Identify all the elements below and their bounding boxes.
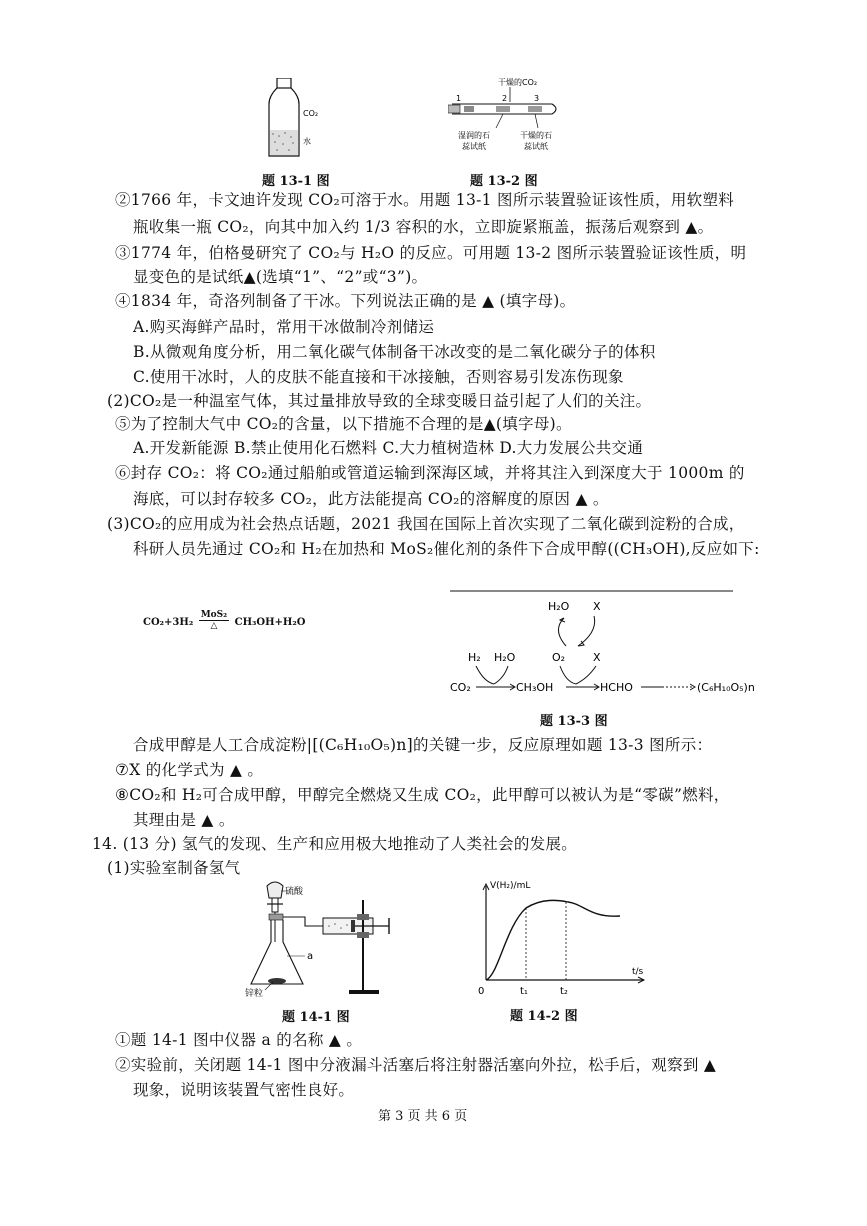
- fig14-2-xlabel: t/s: [632, 967, 644, 977]
- q13-2a: ②1766 年，卡文迪许发现 CO₂可溶于水。用题 13-1 图所示装置验证该性质，用软塑料: [115, 191, 735, 209]
- fig13-3-x-top: X: [593, 600, 601, 613]
- fig13-2-n2: 2: [502, 94, 508, 103]
- fig13-3-co2: CO₂: [450, 681, 471, 694]
- fig13-2-top-label: 干燥的CO₂: [498, 78, 538, 87]
- fig13-3-starch: (C₆H₁₀O₅)n: [697, 681, 755, 694]
- reaction-equation: [143, 612, 305, 633]
- q14-2b: 现象，说明该装置气密性良好。: [133, 1081, 355, 1099]
- q13-part3b: 科研人员先通过 CO₂和 H₂在加热和 MoS₂催化剂的条件下合成甲醇((CH₃OH),反应如下:: [133, 540, 760, 558]
- svg-text:湿润的石: 湿润的石: [458, 131, 490, 140]
- q14-part1: (1)实验室制备氢气: [107, 859, 241, 877]
- q14-1: ①题 14-1 图中仪器 a 的名称 ▲ 。: [115, 1031, 363, 1049]
- q14-2a: ②实验前，关闭题 14-1 图中分液漏斗活塞后将注射器活塞向外拉，松手后，观察到 ▲: [115, 1056, 717, 1074]
- figure-14-2: [472, 876, 652, 998]
- q13-3b: 显变色的是试纸▲(选填“1”、“2”或“3”)。: [133, 268, 428, 286]
- q13-6b: 海底，可以封存较多 CO₂，此方法能提高 CO₂的溶解度的原因 ▲ 。: [133, 490, 609, 508]
- eq-catalyst: MoS₂: [200, 610, 228, 620]
- q13-5: ⑤为了控制大气中 CO₂的含量，以下措施不合理的是▲(填字母)。: [115, 415, 572, 433]
- fig13-2-n1: 1: [456, 94, 462, 103]
- figure-13-2: [448, 76, 563, 156]
- q13-8a: ⑧CO₂和 H₂可合成甲醇，甲醇完全燃烧又生成 CO₂，此甲醇可以被认为是“零碳”燃料，: [115, 786, 730, 804]
- fig14-2-caption: 题 14-2 图: [510, 1009, 578, 1024]
- fig13-3-x: X: [593, 651, 601, 664]
- fig13-1-water-label: 水: [303, 137, 311, 146]
- q13-part3a: (3)CO₂的应用成为社会热点话题，2021 我国在国际上首次实现了二氧化碳到淀粉的合成，: [107, 515, 745, 533]
- fig13-3-ch3oh: CH₃OH: [516, 681, 554, 694]
- svg-text:蕊试纸: 蕊试纸: [524, 142, 548, 151]
- fig13-3-caption: 题 13-3 图: [540, 714, 608, 729]
- fig14-1-acid-label: 硫酸: [285, 887, 304, 897]
- svg-text:干燥的石: 干燥的石: [520, 131, 552, 140]
- fig13-3-h2: H₂: [468, 651, 481, 664]
- fig14-2-curve: [486, 900, 620, 980]
- fig13-2-caption: 题 13-2 图: [470, 174, 538, 189]
- q13-7: ⑦X 的化学式为 ▲ 。: [115, 761, 264, 779]
- fig13-3-hcho: HCHO: [600, 681, 633, 694]
- q13-7-intro: 合成甲醇是人工合成淀粉|[(C₆H₁₀O₅)n]的关键一步，反应原理如题 13-3 图所示：: [133, 736, 713, 754]
- fig14-1-zinc-label: 锌粒: [245, 989, 264, 999]
- q13-part2: (2)CO₂是一种温室气体，其过量排放导致的全球变暖日益引起了人们的关注。: [107, 392, 652, 410]
- fig13-3-h2o-top: H₂O: [548, 600, 570, 613]
- fig13-1-caption: 题 13-1 图: [262, 174, 330, 189]
- figure-13-3: [448, 586, 768, 701]
- q13-4c: C.使用干冰时，人的皮肤不能直接和干冰接触，否则容易引发冻伤现象: [133, 368, 624, 386]
- q13-8b: 其理由是 ▲ 。: [133, 811, 235, 829]
- fig14-2-origin: 0: [478, 986, 485, 997]
- fig14-1-a-label: a: [307, 951, 314, 962]
- fig14-2-t2: t₂: [560, 986, 568, 997]
- page-footer: 第 3 页 共 6 页: [378, 1109, 468, 1124]
- q13-4b: B.从微观角度分析，用二氧化碳气体制备干冰改变的是二氧化碳分子的体积: [133, 343, 656, 361]
- fig14-2-ylabel: V(H₂)/mL: [490, 881, 531, 891]
- q13-3a: ③1774 年，伯格曼研究了 CO₂与 H₂O 的反应。可用题 13-2 图所示装置验证该性质，明: [115, 244, 747, 262]
- figure-14-1: [245, 880, 415, 1000]
- fig13-2-n3: 3: [534, 94, 540, 103]
- q13-4: ④1834 年，奇洛列制备了干冰。下列说法正确的是 ▲ (填字母)。: [115, 292, 576, 310]
- fig13-1-co2-label: CO₂: [303, 109, 319, 118]
- fig13-3-o2: O₂: [552, 651, 566, 664]
- q13-4a: A.购买海鲜产品时，常用干冰做制冷剂储运: [133, 318, 435, 336]
- figure-13-1: [255, 78, 325, 160]
- fig14-2-t1: t₁: [520, 986, 528, 997]
- svg-text:蕊试纸: 蕊试纸: [462, 142, 486, 151]
- q13-5-options: A.开发新能源 B.禁止使用化石燃料 C.大力植树造林 D.大力发展公共交通: [133, 439, 644, 457]
- fig14-1-caption: 题 14-1 图: [282, 1010, 350, 1025]
- eq-left: CO₂+3H₂: [143, 617, 194, 628]
- fig13-3-h2o: H₂O: [494, 651, 516, 664]
- q14-head: 14. (13 分) 氢气的发现、生产和应用极大地推动了人类社会的发展。: [92, 835, 578, 853]
- eq-condition: △: [210, 621, 218, 631]
- q13-6a: ⑥封存 CO₂：将 CO₂通过船舶或管道运输到深海区域，并将其注入到深度大于 1000m 的: [115, 464, 745, 482]
- eq-right: CH₃OH+H₂O: [234, 617, 306, 628]
- q13-2b: 瓶收集一瓶 CO₂，向其中加入约 1/3 容积的水，立即旋紧瓶盖，振荡后观察到 ▲。: [133, 218, 714, 236]
